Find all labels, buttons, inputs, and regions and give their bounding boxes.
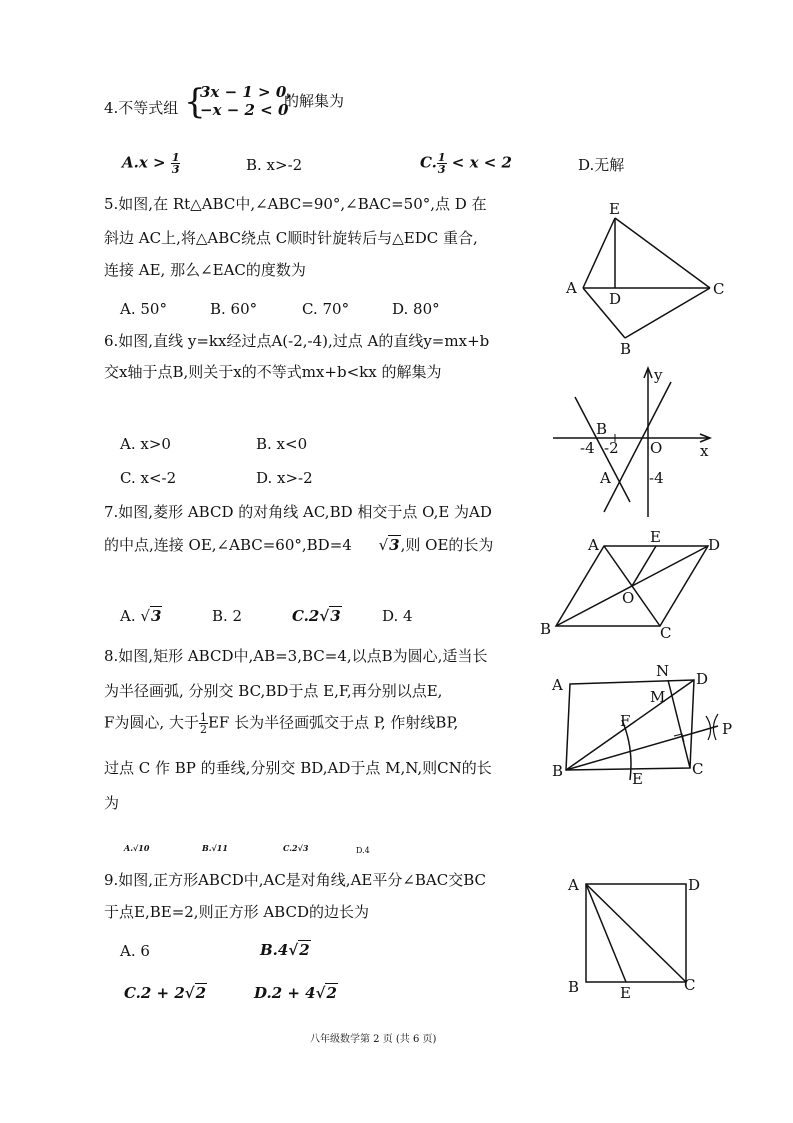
q6-option-c: C. x<-2 <box>120 469 177 487</box>
q9-label-e: E <box>620 984 631 1002</box>
q8-option-d: D.4 <box>356 846 370 855</box>
q4-option-a: A.x > $\frac{1}{3}$ <box>122 151 180 176</box>
q5-option-a: A. 50° <box>120 300 167 318</box>
q9-label-a: A <box>568 876 579 894</box>
q9-label-b: B <box>568 978 580 996</box>
q8-figure <box>548 662 738 790</box>
q4-brace: { <box>184 82 206 122</box>
q9-figure <box>560 868 710 1004</box>
q4-option-c: C. $\frac{1}{3}$ < x < 2 <box>420 151 512 176</box>
q9-line1: 9.如图,正方形ABCD中,AC是对角线,AE平分∠BAC交BC <box>104 871 487 889</box>
q4-stem-suffix: 的解集为 <box>284 92 345 110</box>
q7-label-e: E <box>650 528 661 546</box>
page-footer: 八年级数学第 2 页 (共 6 页) <box>310 1034 437 1045</box>
q5-line3: 连接 AE, 那么∠EAC的度数为 <box>104 261 306 279</box>
q6-option-d: D. x>-2 <box>256 469 313 487</box>
q9-option-a: A. 6 <box>120 942 150 960</box>
q7-option-a: A. √3 <box>120 607 162 625</box>
q8-label-n: N <box>656 662 670 680</box>
q9-option-d: D.2 + 4√2 <box>254 984 337 1002</box>
q8-line5: 为 <box>104 794 120 812</box>
q8-option-a: A.√10 <box>124 843 150 853</box>
q5-label-b: B <box>620 340 632 358</box>
q5-option-d: D. 80° <box>392 300 440 318</box>
q7-line1: 7.如图,菱形 ABCD 的对角线 AC,BD 相交于点 O,E 为AD <box>104 503 492 521</box>
q6-label-a: A <box>600 469 611 487</box>
q5-option-b: B. 60° <box>210 300 258 318</box>
q4-stem <box>104 88 178 128</box>
q6-label-o: O <box>650 439 663 457</box>
q7-label-d: D <box>708 536 721 554</box>
q8-label-b: B <box>552 762 564 780</box>
q4-eq2: −x − 2 < 0 <box>200 101 289 119</box>
q6-label-y: y <box>654 366 663 384</box>
q7-label-a: A <box>588 536 599 554</box>
q5-label-c: C <box>713 280 725 298</box>
q8-label-c: C <box>692 760 704 778</box>
q4-eq1: 3x − 1 > 0, <box>200 83 292 101</box>
q7-figure <box>536 528 736 646</box>
q5-option-c: C. 70° <box>302 300 350 318</box>
q8-label-a: A <box>552 676 563 694</box>
q8-label-m: M <box>650 688 666 706</box>
q8-line1: 8.如图,矩形 ABCD中,AB=3,BC=4,以点B为圆心,适当长 <box>104 647 488 665</box>
q9-label-c: C <box>684 976 696 994</box>
q8-label-f: F <box>620 712 631 730</box>
q4-option-d: D.无解 <box>578 156 625 174</box>
q7-label-c: C <box>660 624 672 642</box>
q4-stem-prefix: 4.不等式组 <box>104 99 179 117</box>
q6-option-b: B. x<0 <box>256 435 308 453</box>
q7-option-d: D. 4 <box>382 607 413 625</box>
q8-label-d: D <box>696 670 709 688</box>
q5-line2: 斜边 AC上,将△ABC绕点 C顺时针旋转后与△EDC 重合, <box>104 229 478 247</box>
q7-label-o: O <box>622 589 635 607</box>
q8-line3: F为圆心, 大于 $\frac{1}{2}$ EF 长为半径画弧交于点 P, 作射线BP, <box>104 711 459 736</box>
q6-label-x: x <box>700 442 709 460</box>
q7-option-c: C.2√3 <box>292 607 341 625</box>
q6-option-a: A. x>0 <box>120 435 171 453</box>
q8-line4: 过点 C 作 BP 的垂线,分别交 BD,AD于点 M,N,则CN的长 <box>104 759 492 777</box>
q4-option-b: B. x>-2 <box>246 156 303 174</box>
q7-line2: 的中点,连接 OE,∠ABC=60°,BD=4 √3,则 OE的长为 <box>104 536 494 554</box>
q5-line1: 5.如图,在 Rt△ABC中,∠ABC=90°,∠BAC=50°,点 D 在 <box>104 195 487 213</box>
q8-option-c: C.2√3 <box>283 843 309 853</box>
q6-label-ym4: -4 <box>649 469 664 487</box>
q9-line2: 于点E,BE=2,则正方形 ABCD的边长为 <box>104 903 369 921</box>
q9-option-c: C.2 + 2√2 <box>124 984 207 1002</box>
q5-label-a: A <box>566 279 577 297</box>
q6-line1: 6.如图,直线 y=kx经过点A(-2,-4),过点 A的直线y=mx+b <box>104 332 490 350</box>
q6-figure <box>548 362 728 522</box>
q6-label-m4: -4 <box>580 439 595 457</box>
q9-option-b: B.4√2 <box>260 941 310 959</box>
q5-label-e: E <box>609 200 620 218</box>
q8-label-p: P <box>722 720 733 738</box>
q6-label-m2: -2 <box>604 439 619 457</box>
q5-label-d: D <box>609 290 622 308</box>
q9-label-d: D <box>688 876 701 894</box>
q8-label-e: E <box>632 770 643 788</box>
q6-label-b: B <box>596 420 608 438</box>
q7-label-b: B <box>540 620 552 638</box>
q8-option-b: B.√11 <box>202 843 228 853</box>
q8-line2: 为半径画弧, 分别交 BC,BD于点 E,F,再分别以点E, <box>104 682 443 700</box>
q5-figure <box>560 198 740 358</box>
q6-line2: 交x轴于点B,则关于x的不等式mx+b<kx 的解集为 <box>104 363 442 381</box>
q7-option-b: B. 2 <box>212 607 243 625</box>
